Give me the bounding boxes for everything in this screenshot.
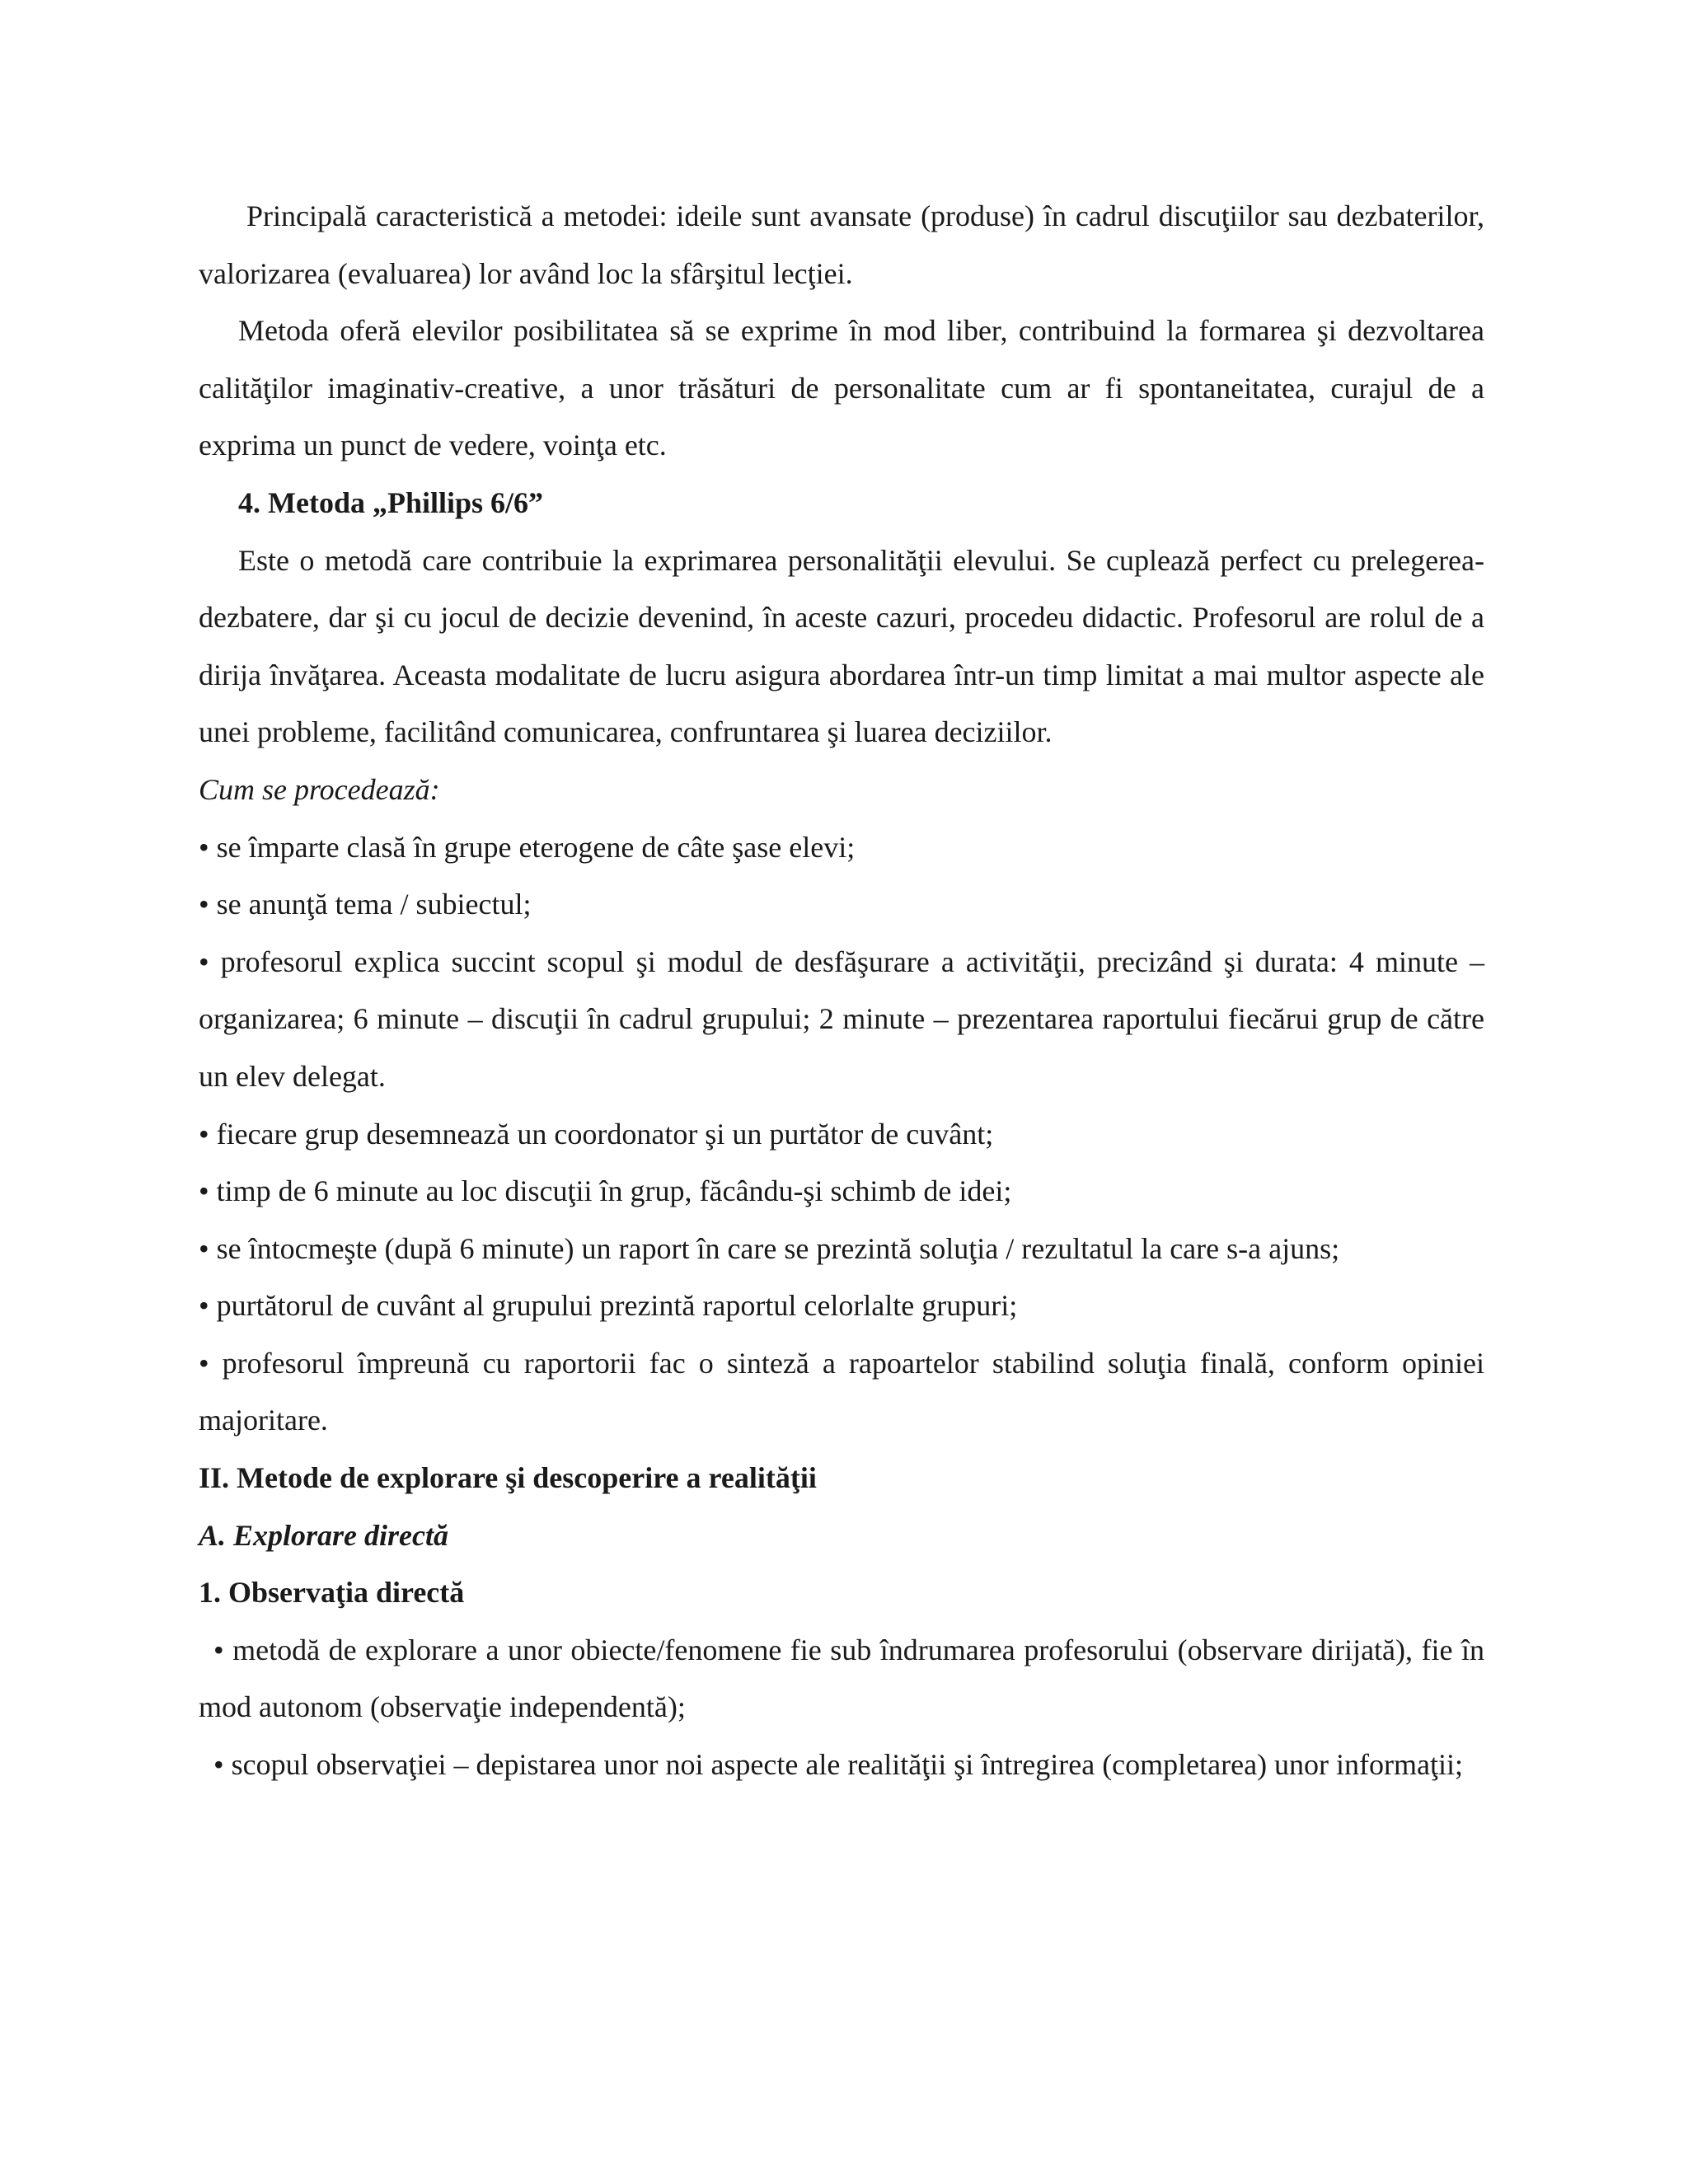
list-item: • se anunţă tema / subiectul; (199, 888, 532, 921)
list-item: • metodă de explorare a unor obiecte/fenomene fie sub îndrumarea profesorului (observare dirijată), fie în mod autonom (observaţie independentă); (199, 1633, 1484, 1724)
list-item: • fiecare grup desemnează un coordonator şi un purtător de cuvânt; (199, 1117, 994, 1151)
heading-section-exploration: II. Metode de explorare şi descoperire a realităţii (199, 1461, 817, 1495)
document-body (199, 188, 1484, 1794)
list-item: • purtătorul de cuvânt al grupului prezintă raportul celorlalte grupuri; (199, 1289, 1018, 1323)
list-item: • profesorul împreună cu raportorii fac o sinteză a rapoartelor stabilind soluţia finală, conform opiniei majoritare. (199, 1346, 1484, 1437)
heading-phillips-method: 4. Metoda „Phillips 6/6” (238, 485, 544, 519)
paragraph-method-offers: Metoda oferă elevilor posibilitatea să se exprime în mod liber, contribuind la formarea şi dezvoltarea calităţilor imaginativ-creative, a unor trăsături de personalitate cum ar fi spontaneitatea, curajul de a exprima un punct de vedere, voinţa etc. (199, 314, 1484, 462)
list-item: • se împarte clasă în grupe eterogene de câte şase elevi; (199, 830, 856, 864)
paragraph-phillips-description: Este o metodă care contribuie la exprimarea personalităţii elevului. Se cuplează perfect cu prelegerea-dezbatere, dar şi cu jocul de decizie devenind, în aceste cazuri, procedeu didactic. Profesorul are rolul de a dirija învăţarea. Aceasta modalitate de lucru asigura abordarea într-un timp limitat a mai multor aspecte ale unei probleme, facilitând comunicarea, confruntarea şi luarea deciziilor. (199, 543, 1484, 749)
procedure-heading: Cum se procedează: (199, 772, 440, 806)
paragraph-principal-characteristic: Principală caracteristică a metodei: ideile sunt avansate (produse) în cadrul discuţiilor sau dezbaterilor, valorizarea (evaluarea) lor având loc la sfârşitul lecţiei. (199, 199, 1484, 290)
list-item: • scopul observaţiei – depistarea unor noi aspecte ale realităţii şi întregirea (completarea) unor informaţii; (213, 1748, 1464, 1782)
heading-direct-exploration: A. Explorare directă (199, 1518, 448, 1552)
list-item: • timp de 6 minute au loc discuţii în grup, făcându-şi schimb de idei; (199, 1174, 1012, 1208)
list-item: • se întocmeşte (după 6 minute) un raport în care se prezintă soluţia / rezultatul la care s-a ajuns; (199, 1231, 1340, 1265)
list-item: • profesorul explica succint scopul şi modul de desfăşurare a activităţii, precizând şi durata: 4 minute – organizarea; 6 minute – discuţii în cadrul grupului; 2 minute – prezentarea raportului fiecărui grup de către un elev delegat. (199, 944, 1484, 1093)
heading-direct-observation: 1. Observaţia directă (199, 1576, 465, 1610)
